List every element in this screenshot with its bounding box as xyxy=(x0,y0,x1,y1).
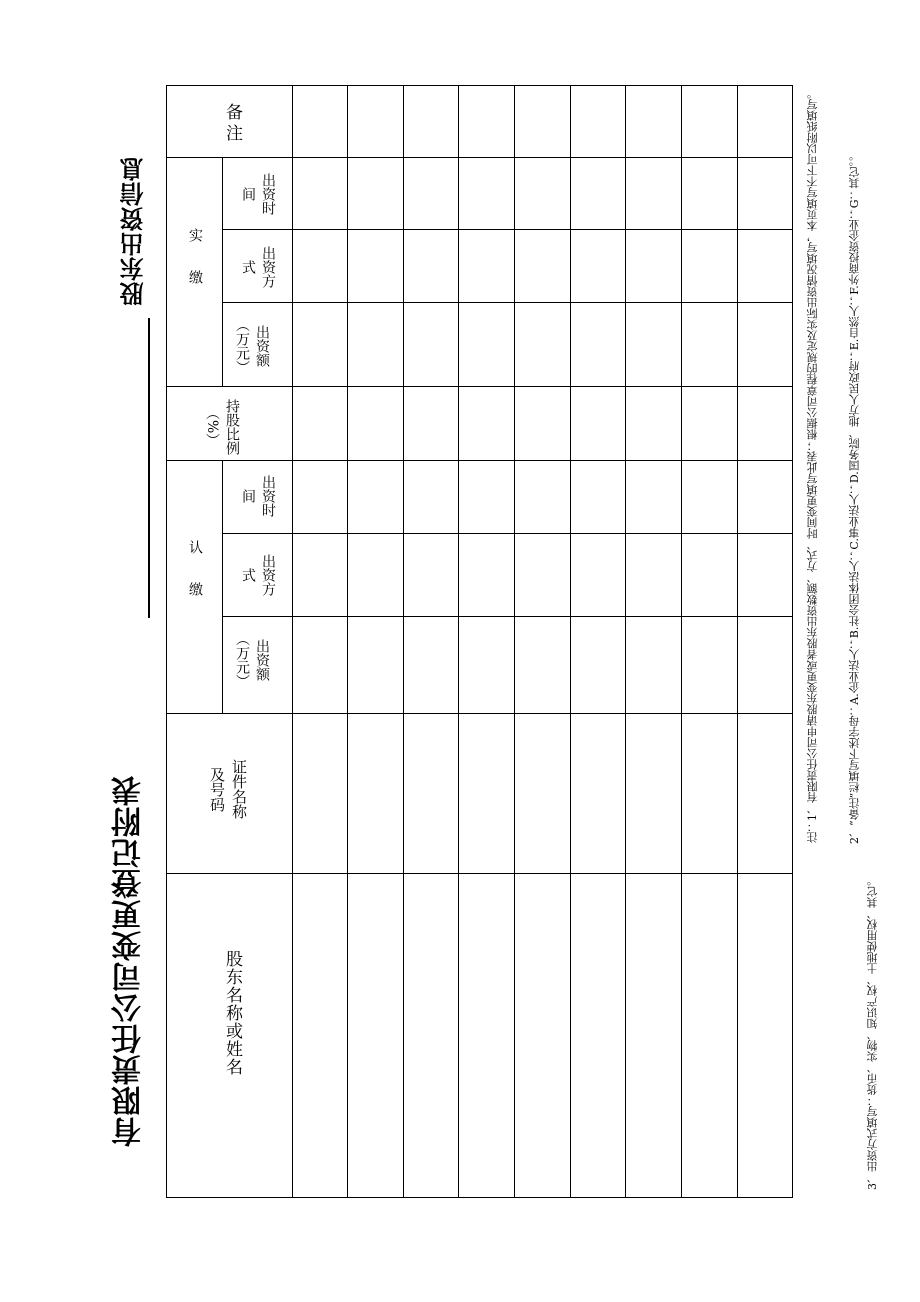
header-id-document: 证件名称及号码 xyxy=(208,759,248,819)
footnote-1: 注：1、有限责任公司申请股东变更或者股东出资数额、方式、时间变更填写此表；根据公司章程的规定及实际出资情况填写，本页填写不下可以附纸填写。 xyxy=(806,88,819,843)
cell-subscribed-amount[interactable] xyxy=(572,618,624,712)
cell-ratio[interactable] xyxy=(294,388,346,459)
cell-subscribed-time[interactable] xyxy=(349,462,402,532)
cell-subscribed-time[interactable] xyxy=(294,462,346,532)
cell-paid-amount[interactable] xyxy=(627,304,680,385)
cell-shareholder-name[interactable] xyxy=(294,875,346,1196)
cell-paid-time[interactable] xyxy=(516,159,569,228)
cell-shareholder-name[interactable] xyxy=(460,875,513,1196)
header-shareholder-name: 股东名称或姓名 xyxy=(222,950,242,1076)
cell-paid-amount[interactable] xyxy=(572,304,624,385)
header-paid-group: 实 缴 xyxy=(187,228,203,284)
cell-id-document[interactable] xyxy=(405,715,457,872)
cell-shareholder-name[interactable] xyxy=(516,875,569,1196)
cell-remark[interactable] xyxy=(683,87,736,156)
cell-paid-time[interactable] xyxy=(294,159,346,228)
cell-shareholder-name[interactable] xyxy=(739,875,791,1196)
subtitle-underline xyxy=(148,318,150,618)
cell-paid-method[interactable] xyxy=(405,231,457,301)
cell-remark[interactable] xyxy=(460,87,513,156)
header-subscribed-group: 认 缴 xyxy=(187,540,203,596)
cell-paid-amount[interactable] xyxy=(516,304,569,385)
cell-ratio[interactable] xyxy=(460,388,513,459)
cell-remark[interactable] xyxy=(405,87,457,156)
cell-ratio[interactable] xyxy=(405,388,457,459)
cell-id-document[interactable] xyxy=(460,715,513,872)
cell-subscribed-amount[interactable] xyxy=(349,618,402,712)
cell-shareholder-name[interactable] xyxy=(683,875,736,1196)
cell-remark[interactable] xyxy=(739,87,791,156)
form-subtitle: 股东出资信息 xyxy=(120,156,148,306)
cell-paid-method[interactable] xyxy=(516,231,569,301)
cell-subscribed-method[interactable] xyxy=(627,535,680,615)
cell-paid-amount[interactable] xyxy=(460,304,513,385)
header-paid-amount: 出资额（万元） xyxy=(234,318,270,374)
cell-paid-amount[interactable] xyxy=(294,304,346,385)
cell-subscribed-method[interactable] xyxy=(683,535,736,615)
cell-paid-amount[interactable] xyxy=(349,304,402,385)
cell-paid-time[interactable] xyxy=(405,159,457,228)
cell-subscribed-time[interactable] xyxy=(683,462,736,532)
cell-shareholder-name[interactable] xyxy=(349,875,402,1196)
cell-paid-time[interactable] xyxy=(683,159,736,228)
cell-subscribed-amount[interactable] xyxy=(460,618,513,712)
cell-remark[interactable] xyxy=(627,87,680,156)
cell-paid-time[interactable] xyxy=(572,159,624,228)
header-paid-method: 出资方式 xyxy=(240,246,276,288)
cell-ratio[interactable] xyxy=(516,388,569,459)
cell-paid-time[interactable] xyxy=(739,159,791,228)
cell-ratio[interactable] xyxy=(627,388,680,459)
cell-subscribed-time[interactable] xyxy=(572,462,624,532)
cell-id-document[interactable] xyxy=(572,715,624,872)
cell-shareholder-name[interactable] xyxy=(405,875,457,1196)
cell-paid-method[interactable] xyxy=(349,231,402,301)
cell-ratio[interactable] xyxy=(572,388,624,459)
cell-shareholder-name[interactable] xyxy=(572,875,624,1196)
cell-subscribed-time[interactable] xyxy=(739,462,791,532)
cell-ratio[interactable] xyxy=(683,388,736,459)
cell-id-document[interactable] xyxy=(739,715,791,872)
footnote-2: 2、“备注”栏填写下述字母：A.企业法人；B.社会团体法人；C.事业法人；D.国务院、地方人民政府；E.自然人；F.外商投资企业；G：其它。。 xyxy=(848,150,861,844)
cell-subscribed-method[interactable] xyxy=(405,535,457,615)
cell-subscribed-time[interactable] xyxy=(516,462,569,532)
cell-subscribed-time[interactable] xyxy=(460,462,513,532)
form-title: 有限责任公司变更登记附表 xyxy=(112,775,147,1147)
cell-subscribed-amount[interactable] xyxy=(627,618,680,712)
cell-paid-amount[interactable] xyxy=(405,304,457,385)
cell-paid-amount[interactable] xyxy=(739,304,791,385)
cell-subscribed-time[interactable] xyxy=(405,462,457,532)
cell-id-document[interactable] xyxy=(349,715,402,872)
cell-ratio[interactable] xyxy=(349,388,402,459)
cell-shareholder-name[interactable] xyxy=(627,875,680,1196)
cell-id-document[interactable] xyxy=(294,715,346,872)
cell-remark[interactable] xyxy=(516,87,569,156)
header-subscribed-time: 出资时间 xyxy=(240,475,276,517)
cell-paid-method[interactable] xyxy=(572,231,624,301)
cell-subscribed-method[interactable] xyxy=(516,535,569,615)
cell-id-document[interactable] xyxy=(516,715,569,872)
cell-subscribed-amount[interactable] xyxy=(683,618,736,712)
cell-subscribed-amount[interactable] xyxy=(516,618,569,712)
cell-subscribed-method[interactable] xyxy=(739,535,791,615)
cell-subscribed-amount[interactable] xyxy=(739,618,791,712)
cell-paid-amount[interactable] xyxy=(683,304,736,385)
cell-subscribed-method[interactable] xyxy=(460,535,513,615)
cell-id-document[interactable] xyxy=(627,715,680,872)
cell-subscribed-time[interactable] xyxy=(627,462,680,532)
header-ratio: 持股比例（%） xyxy=(204,399,240,455)
cell-paid-method[interactable] xyxy=(294,231,346,301)
cell-paid-method[interactable] xyxy=(683,231,736,301)
cell-paid-time[interactable] xyxy=(627,159,680,228)
cell-paid-method[interactable] xyxy=(739,231,791,301)
cell-paid-time[interactable] xyxy=(460,159,513,228)
cell-paid-method[interactable] xyxy=(460,231,513,301)
cell-subscribed-amount[interactable] xyxy=(294,618,346,712)
cell-subscribed-method[interactable] xyxy=(572,535,624,615)
cell-remark[interactable] xyxy=(349,87,402,156)
cell-remark[interactable] xyxy=(294,87,346,156)
header-paid-time: 出资时间 xyxy=(240,173,276,215)
cell-subscribed-method[interactable] xyxy=(294,535,346,615)
cell-remark[interactable] xyxy=(572,87,624,156)
cell-id-document[interactable] xyxy=(683,715,736,872)
cell-subscribed-method[interactable] xyxy=(349,535,402,615)
header-remark: 备注 xyxy=(222,103,242,145)
cell-paid-method[interactable] xyxy=(627,231,680,301)
header-subscribed-amount: 出资额（万元） xyxy=(234,632,270,688)
cell-ratio[interactable] xyxy=(739,388,791,459)
header-subscribed-method: 出资方式 xyxy=(240,554,276,596)
cell-paid-time[interactable] xyxy=(349,159,402,228)
footnote-3: 3、出资方式填写：货币、实物、知识产权、土地使用权、其它。 xyxy=(866,875,879,1190)
cell-subscribed-amount[interactable] xyxy=(405,618,457,712)
